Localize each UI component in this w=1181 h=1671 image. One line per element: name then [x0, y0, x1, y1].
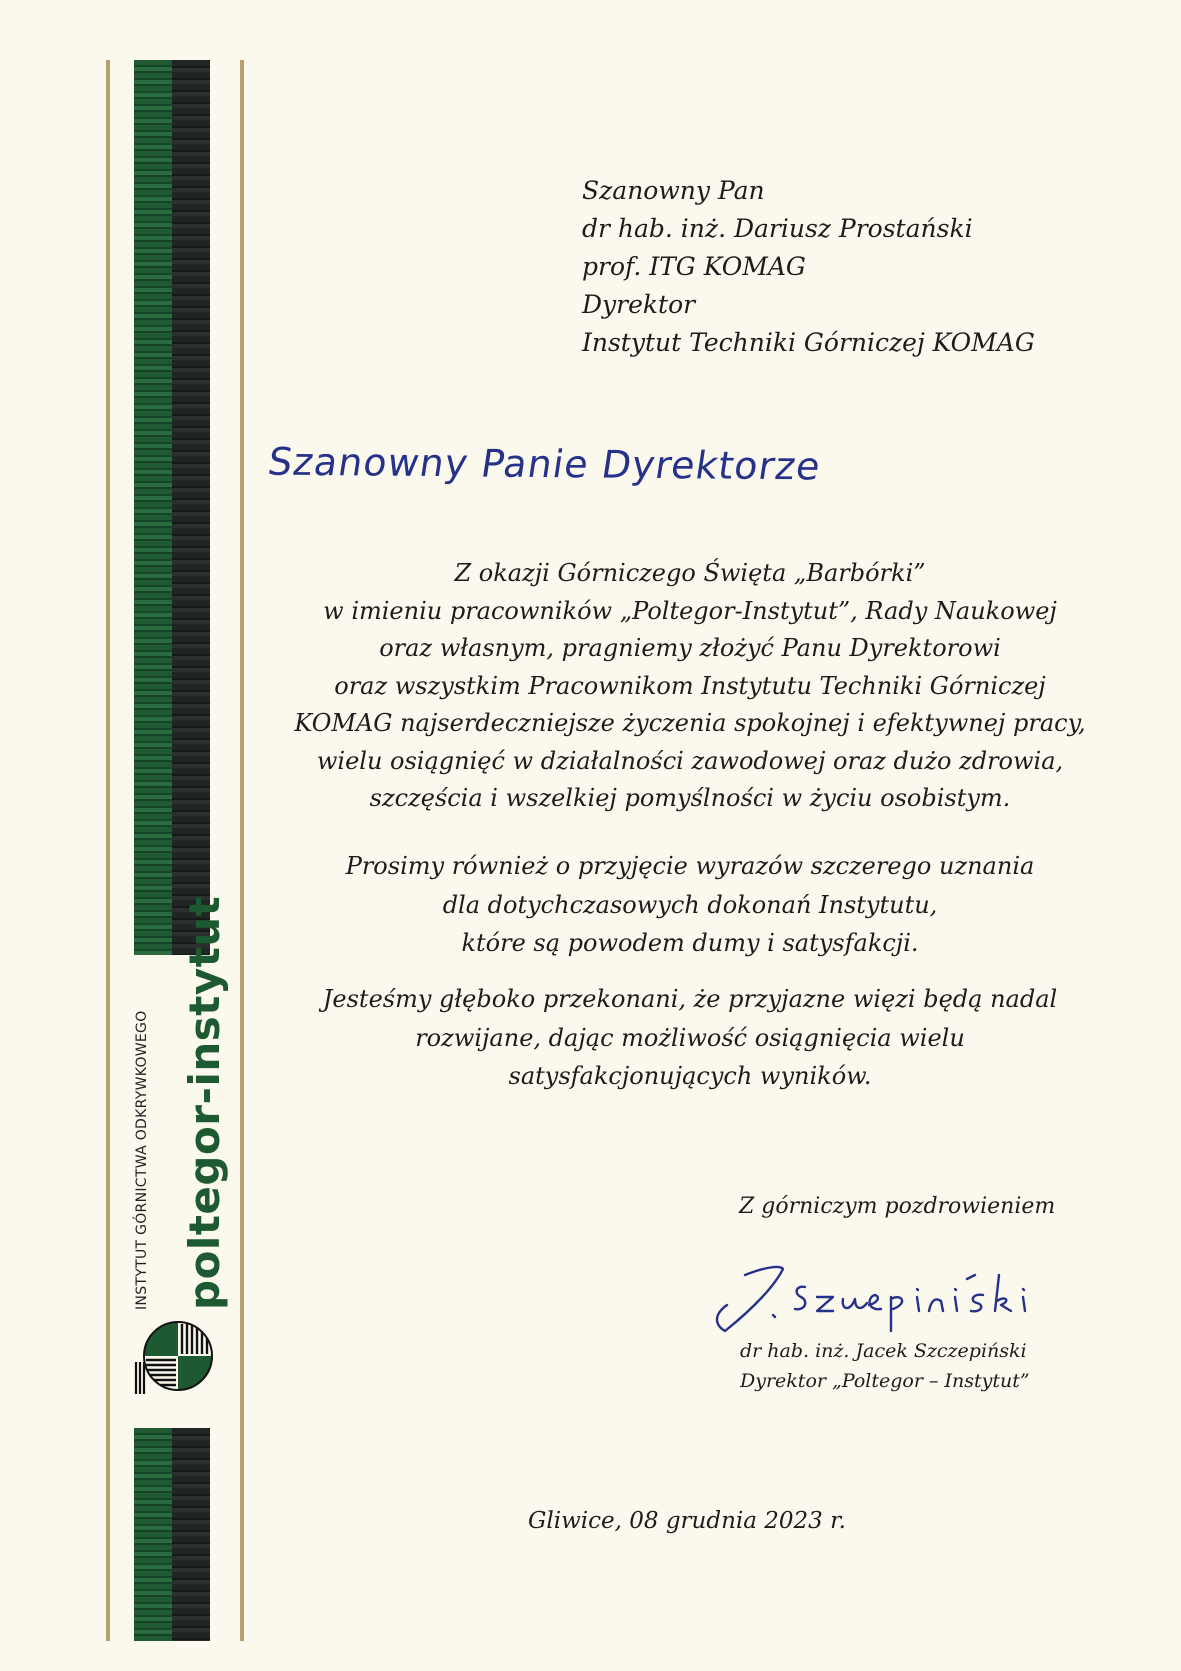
recipient-block	[582, 172, 1035, 362]
recipient-line: dr hab. inż. Dariusz Prostański	[582, 214, 973, 243]
body-paragraph-1	[260, 555, 1120, 818]
brand-logotype: poltegor-instytut	[180, 895, 229, 1310]
closing-greeting: Z górniczym pozdrowieniem	[739, 1194, 1056, 1219]
body-line: oraz własnym, pragniemy złożyć Panu Dyrektorowi	[379, 634, 1001, 662]
body-line: dla dotychczasowych dokonań Instytutu,	[442, 890, 938, 919]
recipient-line: Dyrektor	[582, 290, 696, 319]
body-line: Prosimy również o przyjęcie wyrazów szczerego uznania	[345, 852, 1035, 880]
dark-stripe-top	[172, 60, 210, 955]
body-line: oraz wszystkim Pracownikom Instytutu Techniki Górniczej	[334, 671, 1046, 700]
poltegor-logo-icon	[134, 1316, 214, 1396]
body-line: wielu osiągnięć w działalności zawodowej oraz dużo zdrowia,	[316, 746, 1064, 775]
body-line: KOMAG najserdeczniejsze życzenia spokojnej i efektywnej pracy,	[294, 709, 1086, 737]
body-line: w imieniu pracowników „Poltegor-Instytut”, Rady Naukowej	[323, 596, 1057, 625]
gold-rule-left	[106, 60, 110, 1641]
recipient-line: prof. ITG KOMAG	[582, 252, 806, 281]
body-line: szczęścia i wszelkiej pomyślności w życiu osobistym.	[369, 784, 1011, 812]
signatory-name: dr hab. inż. Jacek Szczepiński	[740, 1340, 1027, 1362]
handwritten-signature	[705, 1245, 1075, 1335]
brand-subtitle: INSTYTUT GÓRNICTWA ODKRYWKOWEGO	[134, 1010, 150, 1310]
body-line: które są powodem dumy i satysfakcji.	[461, 929, 919, 957]
body-line: Z okazji Górniczego Święta „Barbórki”	[454, 559, 926, 587]
body-paragraph-3	[260, 980, 1120, 1096]
green-stripe-top	[134, 60, 172, 955]
body-line: Jesteśmy głęboko przekonani, że przyjazne więzi będą nadal	[322, 985, 1058, 1013]
signatory-block	[740, 1336, 1030, 1396]
body-paragraph-2	[260, 847, 1120, 963]
body-line: satysfakcjonujących wyników.	[508, 1062, 872, 1090]
recipient-line: Szanowny Pan	[582, 176, 765, 205]
dark-stripe-bottom	[172, 1428, 210, 1641]
green-stripe-bottom	[134, 1428, 172, 1641]
recipient-line: Instytut Techniki Górniczej KOMAG	[582, 328, 1035, 357]
handwritten-salutation: Szanowny Panie Dyrektorze	[265, 439, 824, 489]
gold-rule-right	[240, 60, 244, 1641]
place-and-date: Gliwice, 08 grudnia 2023 r.	[528, 1508, 846, 1534]
body-line: rozwijane, dając możliwość osiągnięcia wielu	[415, 1023, 965, 1052]
signatory-title: Dyrektor „Poltegor – Instytut”	[740, 1370, 1030, 1392]
